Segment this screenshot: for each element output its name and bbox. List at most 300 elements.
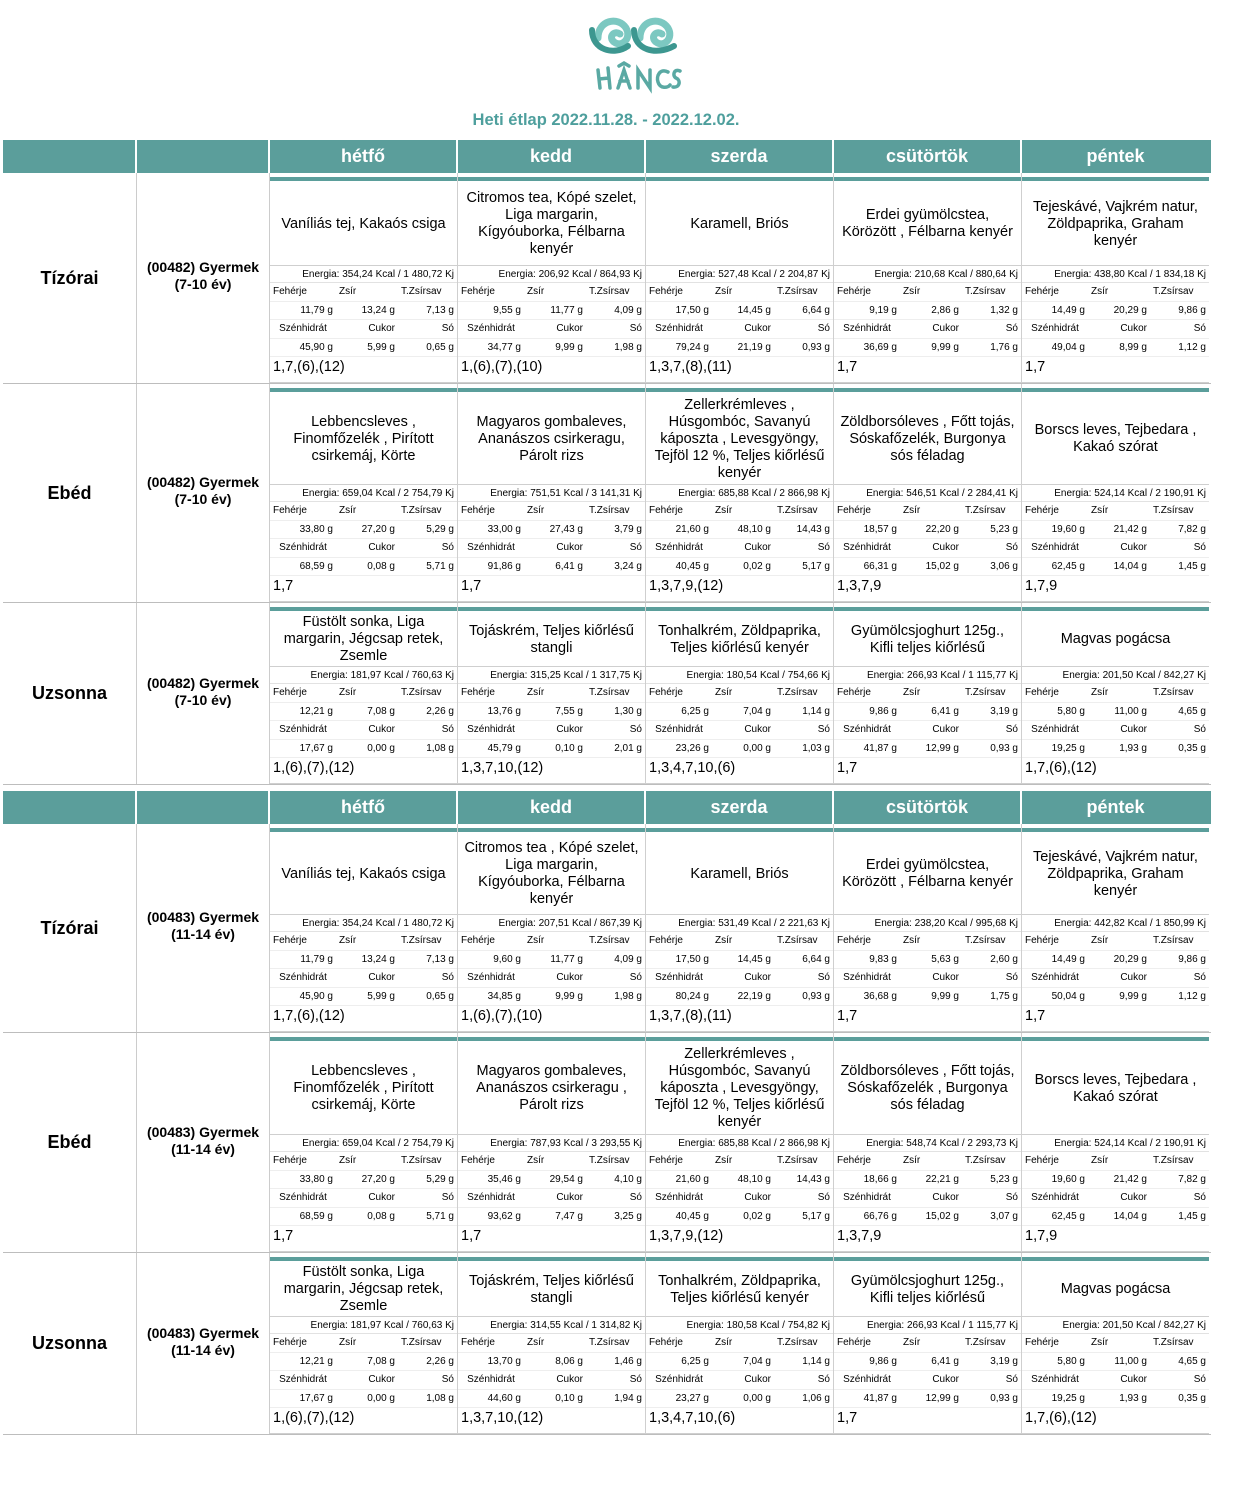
nutrient-labels-2-c: Só	[441, 724, 454, 736]
nutrient-values-2-b: 6,41 g	[555, 560, 583, 572]
nutrient-labels-1-a: Fehérje	[837, 687, 871, 699]
age-group-label	[137, 824, 270, 1032]
cell-footer	[646, 1428, 833, 1434]
nutrient-labels-2-a: Szénhidrát	[467, 542, 515, 554]
nutrient-labels-2-b: Cukor	[368, 1192, 395, 1204]
allergen-codes: 1,7	[837, 1410, 858, 1426]
nutrient-values-2-b: 7,47 g	[555, 1210, 583, 1222]
nutrient-labels-2-c: Só	[817, 542, 830, 554]
nutrient-values-1-a: 13,70 g	[487, 1355, 521, 1367]
nutrient-values-2	[458, 740, 645, 759]
energy-amount: 201,50 Kcal / 842,27 Kj	[1102, 1320, 1206, 1331]
nutrient-labels-1-a: Fehérje	[1025, 286, 1059, 298]
energy-label: Energia:	[310, 670, 348, 681]
nutrient-labels-2-b: Cukor	[1120, 724, 1147, 736]
nutrient-labels-1	[834, 1152, 1021, 1171]
nutrient-labels-2	[1022, 1189, 1209, 1208]
nutrient-values-2	[646, 1390, 833, 1409]
nutrient-labels-1-a: Fehérje	[1025, 1337, 1059, 1349]
page-title: Heti étlap 2022.11.28. - 2022.12.02.	[472, 111, 740, 129]
nutrient-labels-2-c: Só	[1005, 542, 1018, 554]
nutrient-values-2-b: 9,99 g	[931, 990, 959, 1002]
nutrient-values-2-c: 1,45 g	[1178, 1210, 1206, 1222]
cell-footer	[458, 778, 645, 784]
allergen-codes: 1,3,7,10,(12)	[461, 760, 544, 776]
food-description: Borscs leves, Tejbedara , Kakaó szórat	[1022, 394, 1209, 485]
nutrient-labels-1-a: Fehérje	[649, 1337, 683, 1349]
cell-footer	[834, 596, 1021, 602]
energy-amount: 206,92 Kcal / 864,93 Kj	[538, 269, 642, 280]
energy-label: Energia:	[678, 269, 716, 280]
allergen-codes: 1,7,(6),(12)	[1025, 760, 1097, 776]
nutrient-values-1-a: 33,80 g	[299, 523, 333, 535]
day-cell	[834, 173, 1022, 383]
nutrient-labels-1-b: Zsír	[339, 505, 357, 517]
food-description: Karamell, Briós	[646, 834, 833, 915]
nutrient-values-1-b: 48,10 g	[737, 1173, 771, 1185]
header-blank-meal	[3, 140, 137, 173]
nutrient-labels-1-c: T.Zsírsav	[965, 1337, 1006, 1349]
cell-top-bar	[646, 177, 833, 181]
day-cell	[834, 603, 1022, 784]
allergen-codes: 1,7,9	[1025, 1228, 1058, 1244]
nutrient-values-1-a: 14,49 g	[1051, 953, 1085, 965]
energy-label: Energia:	[1054, 488, 1092, 499]
day-cell	[834, 824, 1022, 1032]
food-description: Gyümölcsjoghurt 125g., Kifli teljes kiőrlésű	[834, 1263, 1021, 1317]
cell-top-bar	[834, 1037, 1021, 1041]
nutrient-values-2-c: 3,07 g	[990, 1210, 1018, 1222]
nutrient-labels-2-b: Cukor	[368, 972, 395, 984]
allergen-codes: 1,7	[461, 1228, 482, 1244]
nutrient-values-1-b: 22,20 g	[925, 523, 959, 535]
day-cell	[458, 173, 646, 383]
energy-label: Energia:	[686, 1320, 724, 1331]
age-group-block	[3, 140, 1211, 785]
nutrient-labels-2	[646, 721, 833, 740]
nutrient-values-2-a: 44,60 g	[487, 1392, 521, 1404]
nutrient-values-1-b: 13,24 g	[361, 304, 395, 316]
cell-footer	[1022, 1428, 1209, 1434]
meal-row	[3, 173, 1211, 384]
day-cell	[646, 384, 834, 602]
energy-label: Energia:	[874, 918, 912, 929]
nutrient-labels-2-b: Cukor	[556, 1374, 583, 1386]
nutrient-labels-2-a: Szénhidrát	[1031, 1374, 1079, 1386]
header-blank-group	[137, 791, 270, 824]
nutrient-labels-1-b: Zsír	[339, 687, 357, 699]
day-cell	[1022, 384, 1209, 602]
nutrient-values-1-c: 1,14 g	[802, 1355, 830, 1367]
nutrient-values-1-b: 14,45 g	[737, 953, 771, 965]
nutrient-values-1	[646, 521, 833, 540]
nutrient-values-1	[1022, 703, 1209, 722]
nutrient-labels-1	[834, 502, 1021, 521]
nutrient-values-2-a: 45,79 g	[487, 742, 521, 754]
nutrient-labels-1	[270, 684, 457, 703]
nutrient-values-2-a: 19,25 g	[1051, 742, 1085, 754]
nutrient-values-2	[646, 740, 833, 759]
nutrient-labels-2-a: Szénhidrát	[1031, 724, 1079, 736]
nutrient-values-1-c: 3,19 g	[990, 705, 1018, 717]
nutrient-values-1	[458, 1171, 645, 1190]
nutrient-labels-2-c: Só	[1193, 724, 1206, 736]
nutrient-labels-1-b: Zsír	[903, 286, 921, 298]
energy-value	[270, 1317, 457, 1334]
cell-top-bar	[646, 388, 833, 392]
nutrient-labels-1	[1022, 283, 1209, 302]
nutrient-values-2-c: 0,93 g	[990, 742, 1018, 754]
cell-footer	[458, 1246, 645, 1252]
nutrient-labels-2-a: Szénhidrát	[1031, 542, 1079, 554]
energy-label: Energia:	[302, 918, 340, 929]
nutrient-labels-1	[458, 1152, 645, 1171]
allergen-codes: 1,7,(6),(12)	[1025, 1410, 1097, 1426]
nutrient-labels-2-b: Cukor	[1120, 1374, 1147, 1386]
nutrient-labels-2-b: Cukor	[556, 542, 583, 554]
nutrient-values-2-c: 5,17 g	[802, 1210, 830, 1222]
day-cell	[646, 603, 834, 784]
day-header-4: péntek	[1086, 146, 1145, 166]
nutrient-labels-2-b: Cukor	[556, 972, 583, 984]
nutrient-values-1-a: 11,79 g	[300, 953, 333, 965]
cell-footer	[458, 1026, 645, 1032]
nutrient-values-2-a: 93,62 g	[487, 1210, 521, 1222]
nutrient-labels-2	[1022, 1371, 1209, 1390]
energy-label: Energia:	[678, 488, 716, 499]
nutrient-values-2	[270, 740, 457, 759]
nutrient-values-1-c: 1,30 g	[614, 705, 642, 717]
cell-top-bar	[458, 607, 645, 611]
energy-value	[646, 266, 833, 283]
nutrient-labels-2-c: Só	[441, 323, 454, 335]
nutrient-values-2-a: 45,90 g	[299, 341, 333, 353]
energy-value	[834, 667, 1021, 684]
nutrient-labels-2-a: Szénhidrát	[843, 972, 891, 984]
cell-top-bar	[458, 1257, 645, 1261]
nutrient-values-1	[1022, 521, 1209, 540]
cell-top-bar	[834, 828, 1021, 832]
nutrient-labels-1-a: Fehérje	[461, 505, 495, 517]
nutrient-values-1	[834, 1171, 1021, 1190]
nutrient-values-1-a: 9,19 g	[869, 304, 897, 316]
nutrient-values-2-a: 49,04 g	[1051, 341, 1085, 353]
age-group-code: (00482) Gyermek	[146, 259, 260, 275]
nutrient-labels-1	[458, 283, 645, 302]
nutrient-values-2-a: 36,68 g	[863, 990, 897, 1002]
age-group-code: (00482) Gyermek	[146, 674, 260, 691]
nutrient-labels-2-a: Szénhidrát	[655, 542, 703, 554]
cell-top-bar	[270, 828, 457, 832]
nutrient-labels-1-b: Zsír	[715, 935, 733, 947]
nutrient-labels-2-b: Cukor	[1120, 972, 1147, 984]
nutrient-labels-2-c: Só	[441, 542, 454, 554]
nutrient-labels-2-a: Szénhidrát	[655, 1374, 703, 1386]
energy-value	[1022, 266, 1209, 283]
nutrient-values-2-c: 5,71 g	[426, 1210, 454, 1222]
nutrient-values-1-c: 5,29 g	[426, 523, 454, 535]
nutrient-values-1-c: 1,46 g	[614, 1355, 642, 1367]
nutrient-values-1-c: 2,26 g	[426, 705, 454, 717]
meal-name: Tízórai	[3, 173, 137, 383]
energy-amount: 438,80 Kcal / 1 834,18 Kj	[1094, 269, 1206, 280]
nutrient-labels-2-b: Cukor	[744, 1192, 771, 1204]
energy-amount: 659,04 Kcal / 2 754,79 Kj	[342, 488, 454, 499]
nutrient-values-2-b: 0,10 g	[555, 1392, 583, 1404]
nutrient-labels-2-c: Só	[1193, 1374, 1206, 1386]
nutrient-labels-1-c: T.Zsírsav	[1153, 687, 1194, 699]
nutrient-labels-2-c: Só	[441, 1192, 454, 1204]
energy-label: Energia:	[1054, 918, 1092, 929]
day-cell	[270, 1253, 458, 1434]
nutrient-values-2-a: 62,45 g	[1051, 1210, 1085, 1222]
nutrient-values-2-a: 19,25 g	[1051, 1392, 1085, 1404]
day-cell	[270, 384, 458, 602]
energy-value	[458, 915, 645, 932]
food-description: Gyümölcsjoghurt 125g., Kifli teljes kiőrlésű	[834, 613, 1021, 667]
cell-footer	[1022, 1026, 1209, 1032]
nutrient-values-1	[270, 302, 457, 321]
nutrient-values-2-b: 0,02 g	[743, 1210, 771, 1222]
energy-value	[646, 1135, 833, 1152]
energy-label: Energia:	[1062, 1320, 1100, 1331]
food-description: Citromos tea, Kópé szelet, Liga margarin, Kígyóuborka, Félbarna kenyér	[458, 183, 645, 266]
nutrient-values-2-c: 1,12 g	[1178, 341, 1206, 353]
nutrient-labels-1-a: Fehérje	[837, 505, 871, 517]
nutrient-values-1-a: 33,80 g	[299, 1173, 333, 1185]
nutrient-values-1-a: 19,60 g	[1051, 1173, 1085, 1185]
nutrient-values-1-b: 11,77 g	[550, 304, 583, 316]
nutrient-labels-2-a: Szénhidrát	[1031, 972, 1079, 984]
nutrient-values-1-a: 13,76 g	[487, 705, 521, 717]
nutrient-labels-2	[1022, 721, 1209, 740]
nutrient-labels-1-c: T.Zsírsav	[589, 935, 630, 947]
energy-amount: 751,51 Kcal / 3 141,31 Kj	[530, 488, 642, 499]
nutrient-values-1-a: 12,21 g	[299, 1355, 333, 1367]
nutrient-values-2	[270, 558, 457, 577]
nutrient-labels-1	[458, 1334, 645, 1353]
header-blank-group	[137, 140, 270, 173]
nutrient-values-1-b: 7,08 g	[367, 1355, 395, 1367]
cell-footer	[834, 1246, 1021, 1252]
nutrient-labels-1-b: Zsír	[715, 286, 733, 298]
day-cell	[834, 1033, 1022, 1252]
nutrient-values-2-b: 1,93 g	[1119, 1392, 1147, 1404]
food-description: Füstölt sonka, Liga margarin, Jégcsap retek, Zsemle	[270, 1263, 457, 1317]
meal-name: Tízórai	[3, 824, 137, 1032]
nutrient-values-1	[834, 1353, 1021, 1372]
nutrient-values-1-b: 27,20 g	[361, 1173, 395, 1185]
cell-footer	[646, 1026, 833, 1032]
age-group-range: (11-14 év)	[171, 926, 235, 942]
energy-label: Energia:	[310, 1320, 348, 1331]
nutrient-values-2	[458, 1208, 645, 1227]
nutrient-labels-1-b: Zsír	[339, 935, 357, 947]
nutrient-labels-1-c: T.Zsírsav	[589, 1155, 630, 1167]
energy-value	[458, 1135, 645, 1152]
nutrient-values-1-a: 5,80 g	[1057, 1355, 1085, 1367]
food-description: Tojáskrém, Teljes kiőrlésű stangli	[458, 613, 645, 667]
food-description: Magyaros gombaleves, Ananászos csirkeragu , Párolt rizs	[458, 1043, 645, 1135]
nutrient-values-2	[646, 1208, 833, 1227]
nutrient-labels-2-a: Szénhidrát	[467, 724, 515, 736]
nutrient-values-1	[1022, 1171, 1209, 1190]
energy-label: Energia:	[490, 1138, 528, 1149]
nutrient-values-1-a: 21,60 g	[675, 1173, 709, 1185]
age-group-range: (11-14 év)	[171, 1341, 235, 1358]
nutrient-labels-2	[646, 320, 833, 339]
energy-label: Energia:	[1062, 670, 1100, 681]
energy-value	[1022, 667, 1209, 684]
day-cell	[270, 824, 458, 1032]
energy-amount: 685,88 Kcal / 2 866,98 Kj	[718, 1138, 830, 1149]
energy-amount: 531,49 Kcal / 2 221,63 Kj	[718, 918, 830, 929]
nutrient-values-2-c: 1,03 g	[802, 742, 830, 754]
nutrient-values-2-c: 0,93 g	[802, 341, 830, 353]
nutrient-values-2	[458, 988, 645, 1007]
nutrient-labels-2-c: Só	[629, 1192, 642, 1204]
nutrient-labels-2-c: Só	[817, 1192, 830, 1204]
nutrient-labels-1	[646, 283, 833, 302]
cell-top-bar	[1022, 177, 1209, 181]
nutrient-labels-2	[270, 721, 457, 740]
nutrient-values-1-a: 6,25 g	[681, 1355, 709, 1367]
nutrient-labels-2	[1022, 539, 1209, 558]
energy-value	[646, 915, 833, 932]
cell-footer	[270, 1428, 457, 1434]
weekly-menu-table	[3, 140, 1211, 1435]
nutrient-labels-1-a: Fehérje	[649, 687, 683, 699]
nutrient-values-2	[646, 988, 833, 1007]
nutrient-labels-2-a: Szénhidrát	[279, 323, 327, 335]
food-description: Karamell, Briós	[646, 183, 833, 266]
cell-footer	[1022, 596, 1209, 602]
energy-value	[646, 1317, 833, 1334]
nutrient-labels-2-c: Só	[1193, 972, 1206, 984]
nutrient-labels-2-c: Só	[629, 1374, 642, 1386]
energy-amount: 527,48 Kcal / 2 204,87 Kj	[718, 269, 830, 280]
nutrient-labels-2	[270, 320, 457, 339]
nutrient-values-2-c: 1,98 g	[614, 341, 642, 353]
day-header-2: szerda	[646, 791, 834, 824]
nutrient-labels-1-a: Fehérje	[837, 935, 871, 947]
food-description: Borscs leves, Tejbedara , Kakaó szórat	[1022, 1043, 1209, 1135]
nutrient-values-2-b: 12,99 g	[925, 742, 959, 754]
energy-value	[1022, 485, 1209, 502]
energy-label: Energia:	[498, 918, 536, 929]
nutrient-values-2-c: 1,45 g	[1178, 560, 1206, 572]
nutrient-labels-1	[270, 502, 457, 521]
nutrient-labels-1-b: Zsír	[339, 1337, 357, 1349]
allergen-codes: 1,7,(6),(12)	[273, 359, 345, 375]
nutrient-values-2-b: 0,08 g	[367, 1210, 395, 1222]
day-cell	[458, 384, 646, 602]
nutrient-values-1-b: 2,86 g	[931, 304, 959, 316]
energy-label: Energia:	[490, 488, 528, 499]
nutrient-values-2-a: 50,04 g	[1051, 990, 1085, 1002]
nutrient-labels-1	[270, 1152, 457, 1171]
nutrient-values-2-b: 5,99 g	[367, 341, 395, 353]
meal-name: Ebéd	[3, 384, 137, 602]
nutrient-labels-1-b: Zsír	[903, 1155, 921, 1167]
cell-top-bar	[458, 1037, 645, 1041]
nutrient-labels-2-a: Szénhidrát	[843, 1192, 891, 1204]
nutrient-values-1	[1022, 1353, 1209, 1372]
nutrient-values-2-b: 0,08 g	[367, 560, 395, 572]
allergen-codes: 1,7	[837, 760, 858, 776]
nutrient-values-1-c: 4,09 g	[614, 304, 642, 316]
nutrient-labels-1	[646, 1334, 833, 1353]
nutrient-values-2-c: 1,08 g	[426, 1392, 454, 1404]
allergen-codes: 1,7,(6),(12)	[273, 1008, 345, 1024]
nutrient-labels-2	[834, 539, 1021, 558]
nutrient-values-1-b: 7,04 g	[743, 1355, 771, 1367]
nutrient-labels-2-a: Szénhidrát	[655, 972, 703, 984]
day-cell	[270, 1033, 458, 1252]
cell-footer	[1022, 377, 1209, 383]
nutrient-labels-1-a: Fehérje	[649, 1155, 683, 1167]
nutrient-values-1-a: 14,49 g	[1051, 304, 1085, 316]
nutrient-labels-2-c: Só	[1193, 323, 1206, 335]
nutrient-labels-1	[1022, 502, 1209, 521]
nutrient-values-1-b: 29,54 g	[549, 1173, 583, 1185]
cell-top-bar	[834, 607, 1021, 611]
age-group-range: (7-10 év)	[174, 276, 232, 292]
nutrient-values-2-a: 23,26 g	[675, 742, 709, 754]
nutrient-labels-2	[458, 721, 645, 740]
nutrient-labels-1-b: Zsír	[527, 1337, 545, 1349]
nutrient-labels-1-b: Zsír	[715, 505, 733, 517]
nutrient-labels-2-c: Só	[629, 972, 642, 984]
cell-footer	[834, 1026, 1021, 1032]
day-cell	[1022, 173, 1209, 383]
day-header-row	[3, 791, 1211, 824]
nutrient-labels-2	[458, 969, 645, 988]
nutrient-labels-2	[646, 1189, 833, 1208]
nutrient-labels-1-c: T.Zsírsav	[777, 935, 818, 947]
allergen-codes: 1,(6),(7),(12)	[273, 760, 355, 776]
cell-top-bar	[834, 177, 1021, 181]
nutrient-values-2-a: 41,87 g	[863, 1392, 897, 1404]
nutrient-labels-2-a: Szénhidrát	[655, 724, 703, 736]
nutrient-values-1-c: 14,43 g	[796, 1173, 830, 1185]
nutrient-values-1-c: 2,60 g	[990, 953, 1018, 965]
nutrient-labels-2-c: Só	[817, 323, 830, 335]
nutrient-labels-1-c: T.Zsírsav	[777, 1337, 818, 1349]
nutrient-labels-2-c: Só	[629, 724, 642, 736]
cell-footer	[834, 377, 1021, 383]
cell-top-bar	[834, 388, 1021, 392]
nutrient-labels-1-a: Fehérje	[837, 1337, 871, 1349]
meal-name: Ebéd	[3, 1033, 137, 1252]
nutrient-labels-1-c: T.Zsírsav	[965, 1155, 1006, 1167]
nutrient-labels-1	[646, 502, 833, 521]
nutrient-values-2-b: 15,02 g	[925, 560, 959, 572]
nutrient-values-2	[458, 1390, 645, 1409]
nutrient-labels-2-c: Só	[817, 1374, 830, 1386]
nutrient-labels-2	[834, 969, 1021, 988]
nutrient-labels-1-c: T.Zsírsav	[965, 687, 1006, 699]
nutrient-labels-2-a: Szénhidrát	[279, 972, 327, 984]
nutrient-values-2	[458, 339, 645, 358]
nutrient-values-1-b: 13,24 g	[361, 953, 395, 965]
nutrient-labels-1	[270, 932, 457, 951]
cell-top-bar	[646, 607, 833, 611]
nutrient-values-1-c: 4,65 g	[1178, 705, 1206, 717]
nutrient-labels-1-c: T.Zsírsav	[589, 505, 630, 517]
cell-footer	[646, 377, 833, 383]
allergen-codes: 1,7	[273, 1228, 294, 1244]
